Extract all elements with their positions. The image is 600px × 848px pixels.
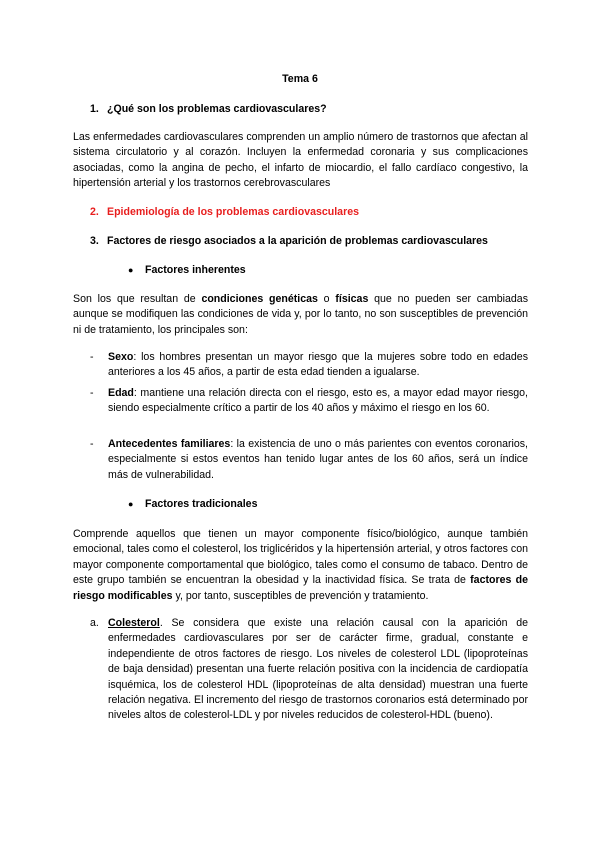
list-term: Edad bbox=[108, 387, 134, 399]
list-text: . Se considera que existe una relación causal con la aparición de enfermedades cardiovasculares por ser de carácter firme, gradual, constante e independiente de otros factores de riesgo. Los niveles de colesterol LDL (lipoproteínas de baja densidad) presentan una fuerte relación positiva con la incidencia de cardiopatía isquémica, los de colesterol HDL (lipoproteínas de alta densidad) muestran una fuerte relación negativa. El incremento del riesgo de trastornos coronarios está determinado por niveles altos de colesterol-LDL y por niveles reducidos de colesterol-HDL (bueno). bbox=[108, 617, 528, 722]
text-run: Son los que resultan de bbox=[73, 293, 202, 305]
text-run: o bbox=[317, 293, 336, 305]
list-item-antecedentes bbox=[90, 437, 528, 483]
paragraph-intro: Las enfermedades cardiovasculares comprenden un amplio número de trastornos que afectan al sistema circulatorio y al corazón. Incluyen la enfermedad coronaria y sus complicaciones asociadas, como la angina de pecho, el infarto de miocardio, el fallo cardíaco congestivo, la hipertensión arterial y los trastornos cerebrovasculares bbox=[73, 131, 528, 190]
heading-text: Factores de riesgo asociados a la aparición de problemas cardiovasculares bbox=[107, 235, 488, 247]
bullet-marker: ● bbox=[128, 499, 134, 509]
heading-1 bbox=[90, 103, 327, 115]
list-item-edad bbox=[90, 386, 528, 417]
heading-number: 1. bbox=[90, 103, 99, 115]
page-title: Tema 6 bbox=[282, 73, 318, 85]
heading-2 bbox=[90, 206, 359, 218]
bullet-text: Factores inherentes bbox=[145, 264, 246, 276]
list-text: : la existencia de uno o más parientes con eventos coronarios, especialmente si estos eventos han tenido lugar antes de los 60 años, será un índice más de vulnerabilidad. bbox=[108, 438, 528, 481]
list-item-sexo bbox=[90, 350, 528, 381]
list-item-colesterol bbox=[90, 616, 528, 724]
list-text: : los hombres presentan un mayor riesgo que la mujeres sobre todo en edades anteriores a los 45 años, a partir de esta edad tienden a igualarse. bbox=[108, 351, 528, 379]
list-term: Antecedentes familiares bbox=[108, 438, 231, 450]
list-marker: - bbox=[90, 387, 94, 399]
heading-text: Epidemiología de los problemas cardiovasculares bbox=[107, 206, 359, 218]
text-run: Comprende aquellos que tienen un mayor componente físico/biológico, aunque también emocional, tales como el colesterol, los triglicéridos y la hipertensión arterial, y otros factores con mayor componente comportamental que biológico, tales como el consumo de tabaco. Dentro de este grupo también se encuentran la obesidad y la inactividad física. Se trata de bbox=[73, 528, 528, 587]
heading-text: ¿Qué son los problemas cardiovasculares? bbox=[107, 103, 327, 115]
bullet-heading-inherentes bbox=[128, 264, 246, 276]
list-term: Sexo bbox=[108, 351, 134, 363]
bold-term: físicas bbox=[335, 293, 369, 305]
list-text: : mantiene una relación directa con el riesgo, esto es, a mayor edad mayor riesgo, siendo especialmente crítico a partir de los 40 años y máximo el riesgo en los 60. bbox=[108, 387, 528, 415]
list-marker: - bbox=[90, 351, 94, 363]
bullet-text: Factores tradicionales bbox=[145, 498, 258, 510]
heading-number: 2. bbox=[90, 206, 99, 218]
heading-3 bbox=[90, 235, 488, 247]
bold-term: condiciones genéticas bbox=[201, 293, 318, 305]
list-marker: a. bbox=[90, 617, 99, 629]
bullet-heading-tradicionales bbox=[128, 498, 257, 510]
bullet-marker: ● bbox=[128, 265, 134, 275]
paragraph-inherentes bbox=[73, 292, 528, 338]
list-marker: - bbox=[90, 438, 94, 450]
heading-number: 3. bbox=[90, 235, 99, 247]
list-term: Colesterol bbox=[108, 617, 160, 629]
text-run: que no pueden ser cambiadas aunque se modifiquen las condiciones de vida y, por lo tanto, no son susceptibles de prevención ni de tratamiento, los principales son: bbox=[73, 293, 528, 336]
paragraph-tradicionales bbox=[73, 527, 528, 604]
text-run: y, por tanto, susceptibles de prevención y tratamiento. bbox=[172, 589, 429, 602]
bold-term: factores de riesgo modificables bbox=[73, 574, 528, 602]
